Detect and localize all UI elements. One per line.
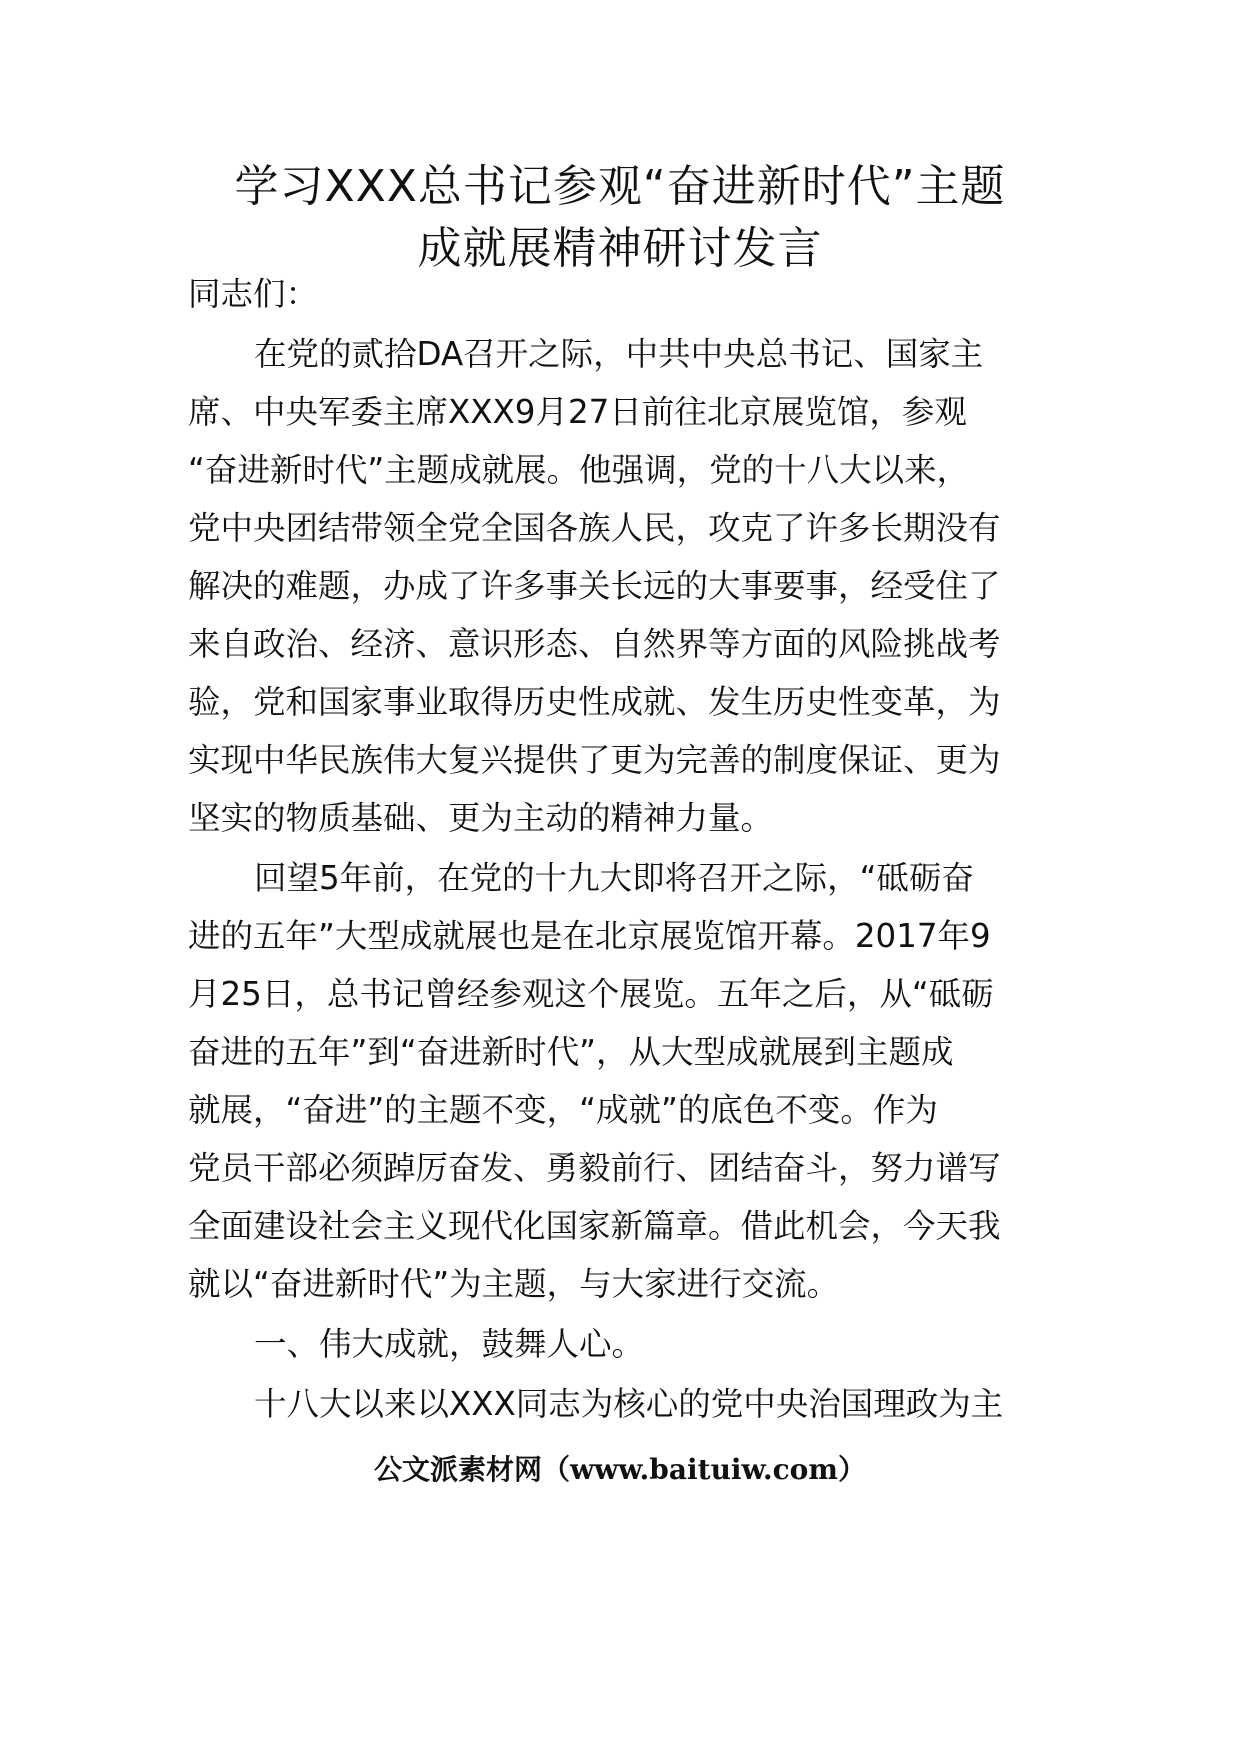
body-line: 全面建设社会主义现代化国家新篇章。借此机会，今天我 — [188, 1207, 1001, 1245]
document-title-line-1: 学习XXX总书记参观“奋进新时代”主题 — [234, 161, 1006, 212]
footer-watermark: 公文派素材网（www.baituiw.com） — [374, 1453, 866, 1486]
body-line: 解决的难题，办成了许多事关长远的大事要事，经受住了 — [188, 567, 1001, 605]
body-line: 奋进的五年”到“奋进新时代”，从大型成就展到主题成 — [188, 1033, 954, 1071]
body-line: 在党的贰拾DA召开之际，中共中央总书记、国家主 — [254, 335, 984, 373]
document-title-line-2: 成就展精神研讨发言 — [417, 223, 823, 274]
body-line: 席、中央军委主席XXX9月27日前往北京展览馆，参观 — [188, 393, 967, 431]
salutation: 同志们： — [188, 275, 319, 313]
body-line: 进的五年”大型成就展也是在北京展览馆开幕。2017年9 — [188, 917, 991, 955]
body-line: 就以“奋进新时代”为主题，与大家进行交流。 — [188, 1265, 840, 1303]
body-line: 党员干部必须踔厉奋发、勇毅前行、团结奋斗，努力谱写 — [188, 1149, 1001, 1187]
section-heading: 一、伟大成就，鼓舞人心。 — [254, 1325, 645, 1363]
body-line: 党中央团结带领全党全国各族人民，攻克了许多长期没有 — [188, 509, 1001, 547]
body-line: 回望5年前，在党的十九大即将召开之际，“砥砺奋 — [254, 859, 975, 897]
body-line: “奋进新时代”主题成就展。他强调，党的十八大以来， — [188, 451, 970, 489]
body-line: 月25日，总书记曾经参观这个展览。五年之后，从“砥砺 — [188, 975, 994, 1013]
body-line: 坚实的物质基础、更为主动的精神力量。 — [188, 799, 774, 837]
body-line: 就展，“奋进”的主题不变，“成就”的底色不变。作为 — [188, 1091, 938, 1129]
body-line: 实现中华民族伟大复兴提供了更为完善的制度保证、更为 — [188, 741, 1001, 779]
body-line: 验，党和国家事业取得历史性成就、发生历史性变革，为 — [188, 683, 1001, 721]
body-line: 来自政治、经济、意识形态、自然界等方面的风险挑战考 — [188, 625, 1001, 663]
body-line: 十八大以来以XXX同志为核心的党中央治国理政为主 — [254, 1385, 1004, 1423]
